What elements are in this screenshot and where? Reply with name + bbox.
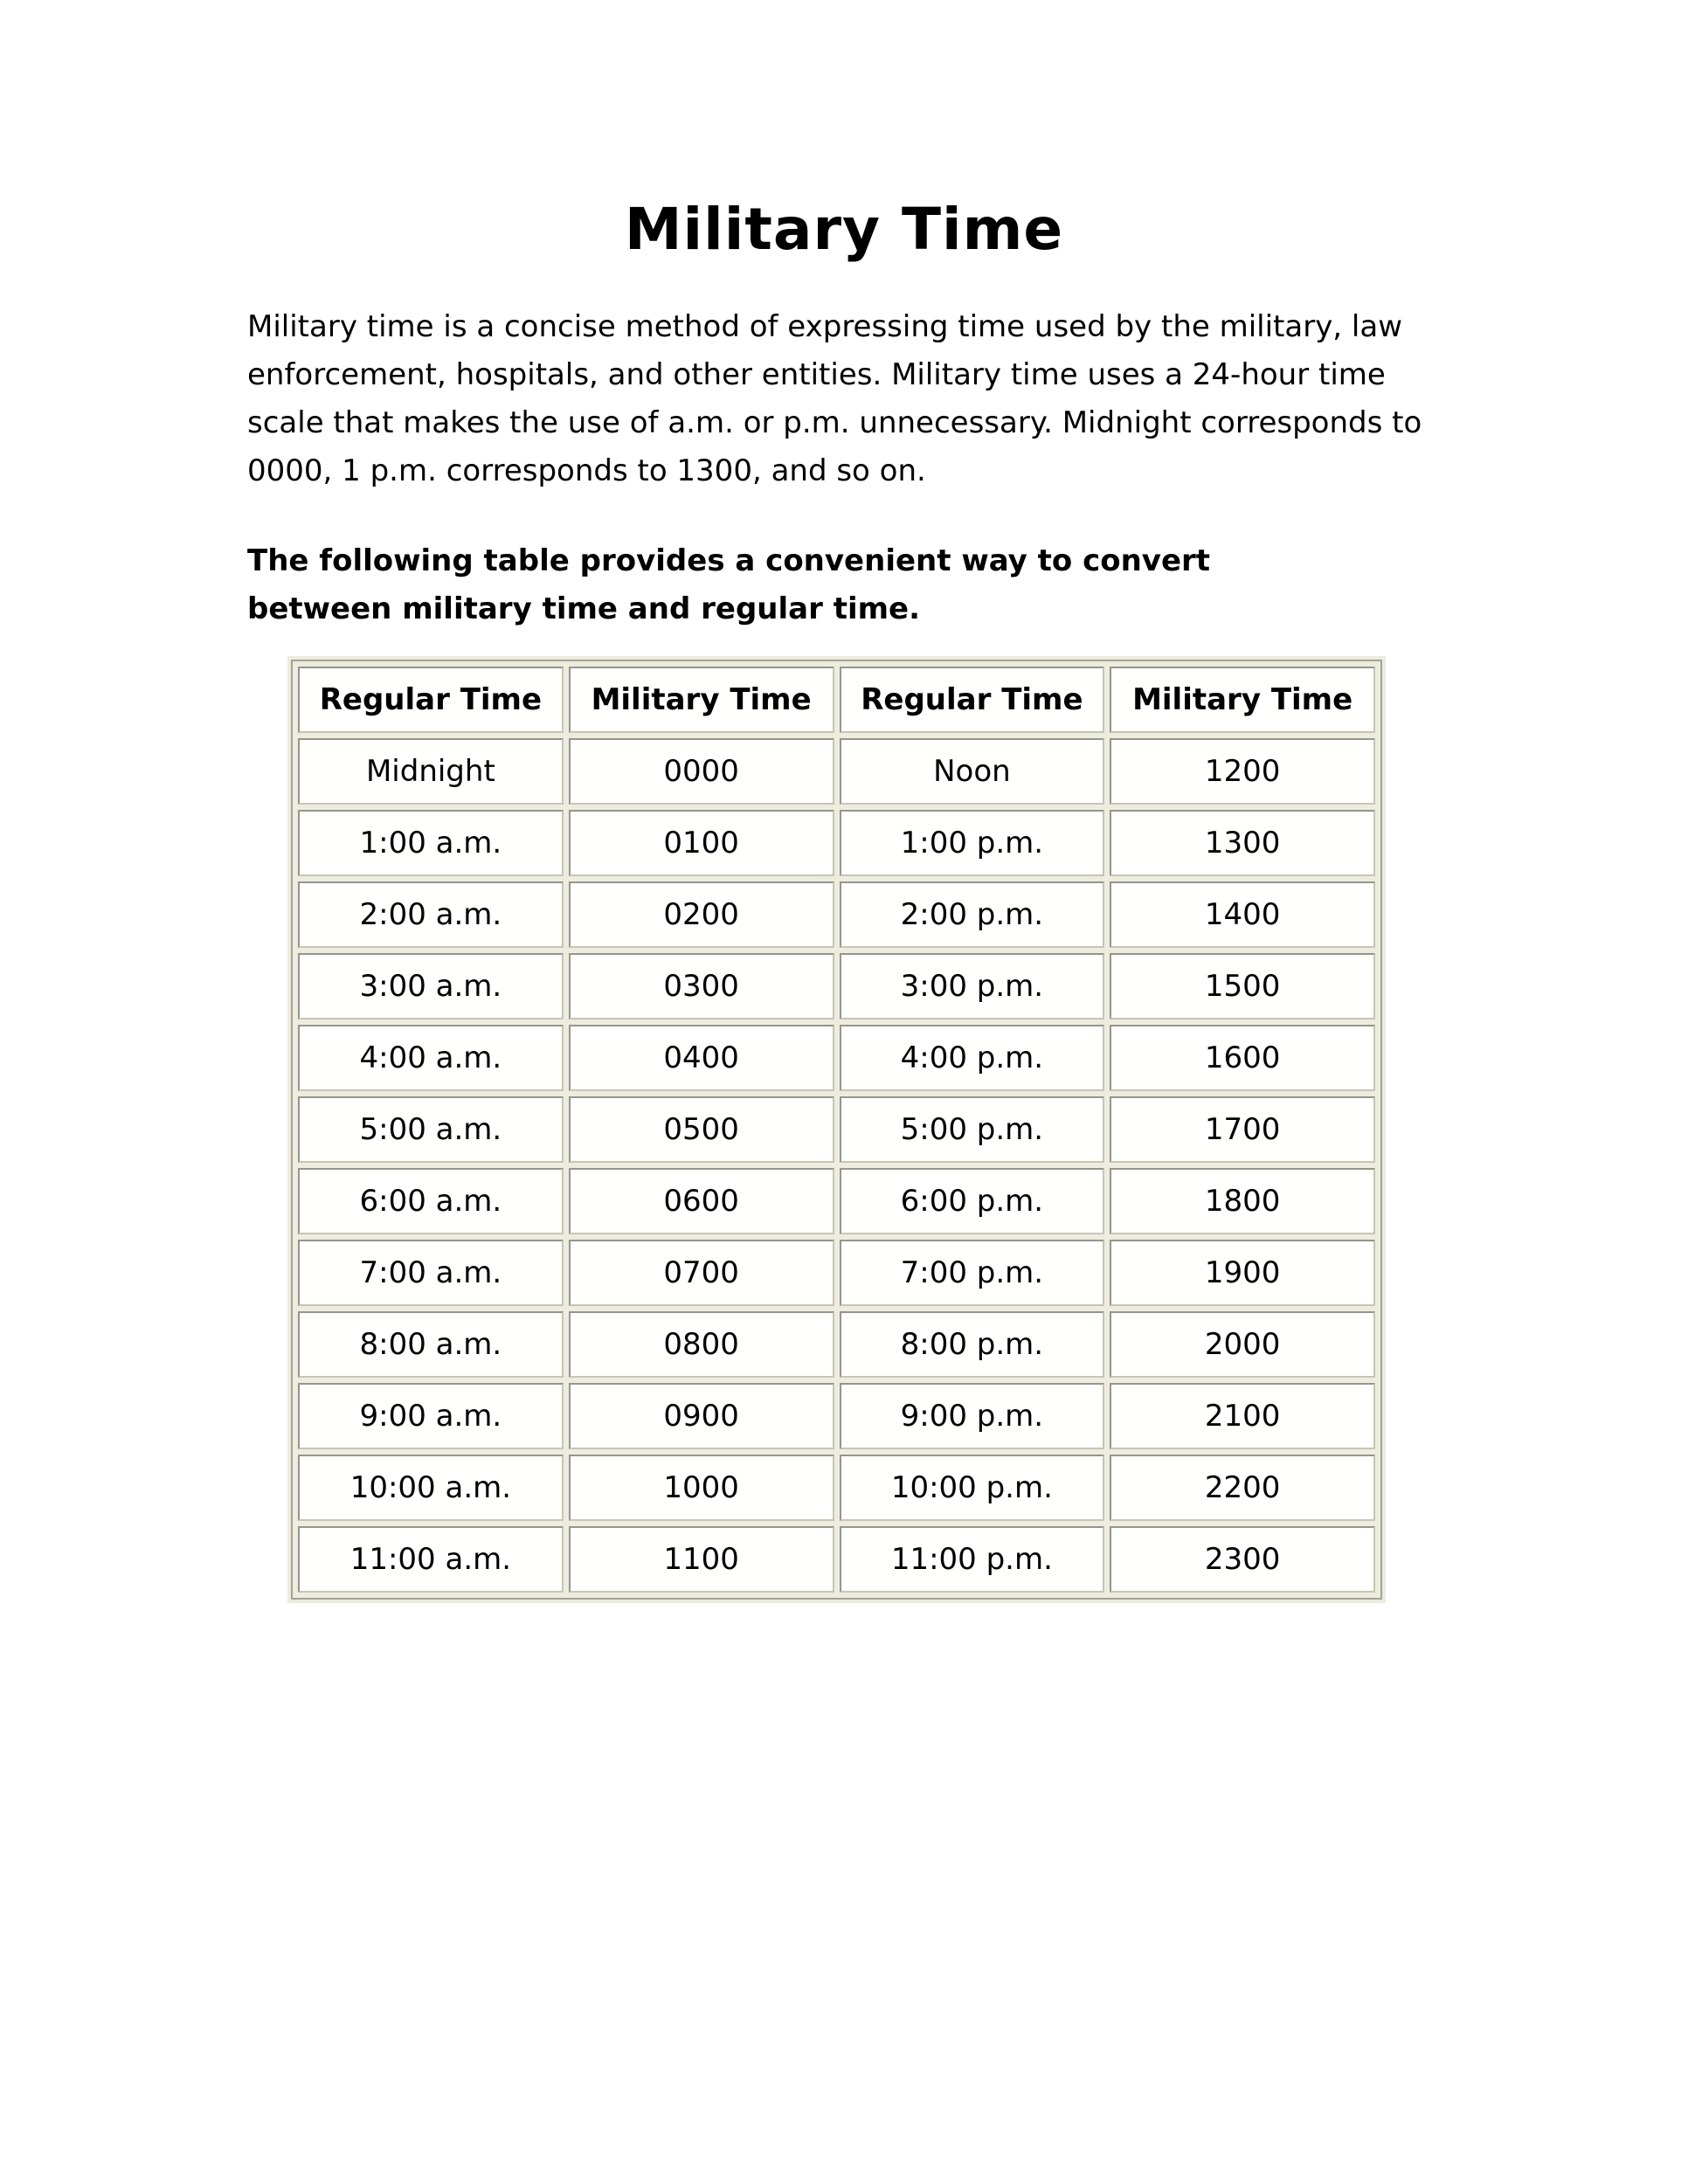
table-cell: 1000 <box>569 1455 834 1521</box>
table-cell: 2200 <box>1110 1455 1375 1521</box>
table-row <box>298 953 1375 1019</box>
table-cell: 7:00 a.m. <box>298 1240 564 1306</box>
table-cell: 6:00 p.m. <box>840 1168 1105 1234</box>
table-cell: 1600 <box>1110 1025 1375 1091</box>
table-cell: 0700 <box>569 1240 834 1306</box>
table-cell: 2:00 p.m. <box>840 881 1105 948</box>
table-cell: 1:00 p.m. <box>840 810 1105 876</box>
table-row <box>298 1096 1375 1163</box>
table-cell: 5:00 p.m. <box>840 1096 1105 1163</box>
table-cell: 10:00 a.m. <box>298 1455 564 1521</box>
table-cell: 0900 <box>569 1383 834 1449</box>
table-row <box>298 1311 1375 1378</box>
conversion-table <box>293 661 1380 1598</box>
table-cell: 0000 <box>569 738 834 805</box>
table-cell: 1400 <box>1110 881 1375 948</box>
conversion-table-mat <box>287 656 1386 1603</box>
table-row <box>298 881 1375 948</box>
table-cell: 10:00 p.m. <box>840 1455 1105 1521</box>
table-cell: 2000 <box>1110 1311 1375 1378</box>
table-cell: 11:00 a.m. <box>298 1526 564 1593</box>
table-cell: Midnight <box>298 738 564 805</box>
table-cell: 1500 <box>1110 953 1375 1019</box>
page-title: Military Time <box>624 196 1064 263</box>
table-row <box>298 1455 1375 1521</box>
table-header-cell-regular-time-1: Regular Time <box>298 667 564 733</box>
table-cell: 2300 <box>1110 1526 1375 1593</box>
table-cell: 1900 <box>1110 1240 1375 1306</box>
table-cell: 4:00 a.m. <box>298 1025 564 1091</box>
table-cell: 2:00 a.m. <box>298 881 564 948</box>
table-row <box>298 1526 1375 1593</box>
table-cell: 0500 <box>569 1096 834 1163</box>
table-header-cell-regular-time-2: Regular Time <box>840 667 1105 733</box>
table-cell: 9:00 a.m. <box>298 1383 564 1449</box>
table-cell: 11:00 p.m. <box>840 1526 1105 1593</box>
table-header-cell-military-time-2: Military Time <box>1110 667 1375 733</box>
conversion-table-frame <box>291 660 1382 1600</box>
table-cell: 1300 <box>1110 810 1375 876</box>
table-cell: 6:00 a.m. <box>298 1168 564 1234</box>
table-cell: 0300 <box>569 953 834 1019</box>
table-row <box>298 1240 1375 1306</box>
table-intro-paragraph: The following table provides a convenient way to convert between military time and regular time. <box>247 543 1211 626</box>
table-row <box>298 1168 1375 1234</box>
table-cell: 4:00 p.m. <box>840 1025 1105 1091</box>
table-cell: 0600 <box>569 1168 834 1234</box>
table-header-row <box>298 667 1375 733</box>
table-row <box>298 1383 1375 1449</box>
table-header-cell-military-time-1: Military Time <box>569 667 834 733</box>
table-cell: 0100 <box>569 810 834 876</box>
conversion-table-body <box>298 738 1375 1593</box>
table-cell: 3:00 a.m. <box>298 953 564 1019</box>
table-cell: 7:00 p.m. <box>840 1240 1105 1306</box>
table-cell: 8:00 a.m. <box>298 1311 564 1378</box>
table-cell: 0400 <box>569 1025 834 1091</box>
table-cell: 0800 <box>569 1311 834 1378</box>
table-cell: 3:00 p.m. <box>840 953 1105 1019</box>
table-row <box>298 738 1375 805</box>
table-cell: 5:00 a.m. <box>298 1096 564 1163</box>
table-cell: 1100 <box>569 1526 834 1593</box>
table-cell: 1700 <box>1110 1096 1375 1163</box>
table-cell: Noon <box>840 738 1105 805</box>
table-cell: 8:00 p.m. <box>840 1311 1105 1378</box>
table-row <box>298 810 1375 876</box>
table-cell: 0200 <box>569 881 834 948</box>
table-row <box>298 1025 1375 1091</box>
table-cell: 1:00 a.m. <box>298 810 564 876</box>
table-cell: 2100 <box>1110 1383 1375 1449</box>
table-cell: 1800 <box>1110 1168 1375 1234</box>
table-cell: 1200 <box>1110 738 1375 805</box>
intro-paragraph: Military time is a concise method of expressing time used by the military, law enforcement, hospitals, and other entities. Military time uses a 24-hour time scale that makes the use of a.m. or p.m. unnecessary. Midnight corresponds to 0000, 1 p.m. corresponds to 1300, and so on. <box>247 308 1422 488</box>
table-cell: 9:00 p.m. <box>840 1383 1105 1449</box>
